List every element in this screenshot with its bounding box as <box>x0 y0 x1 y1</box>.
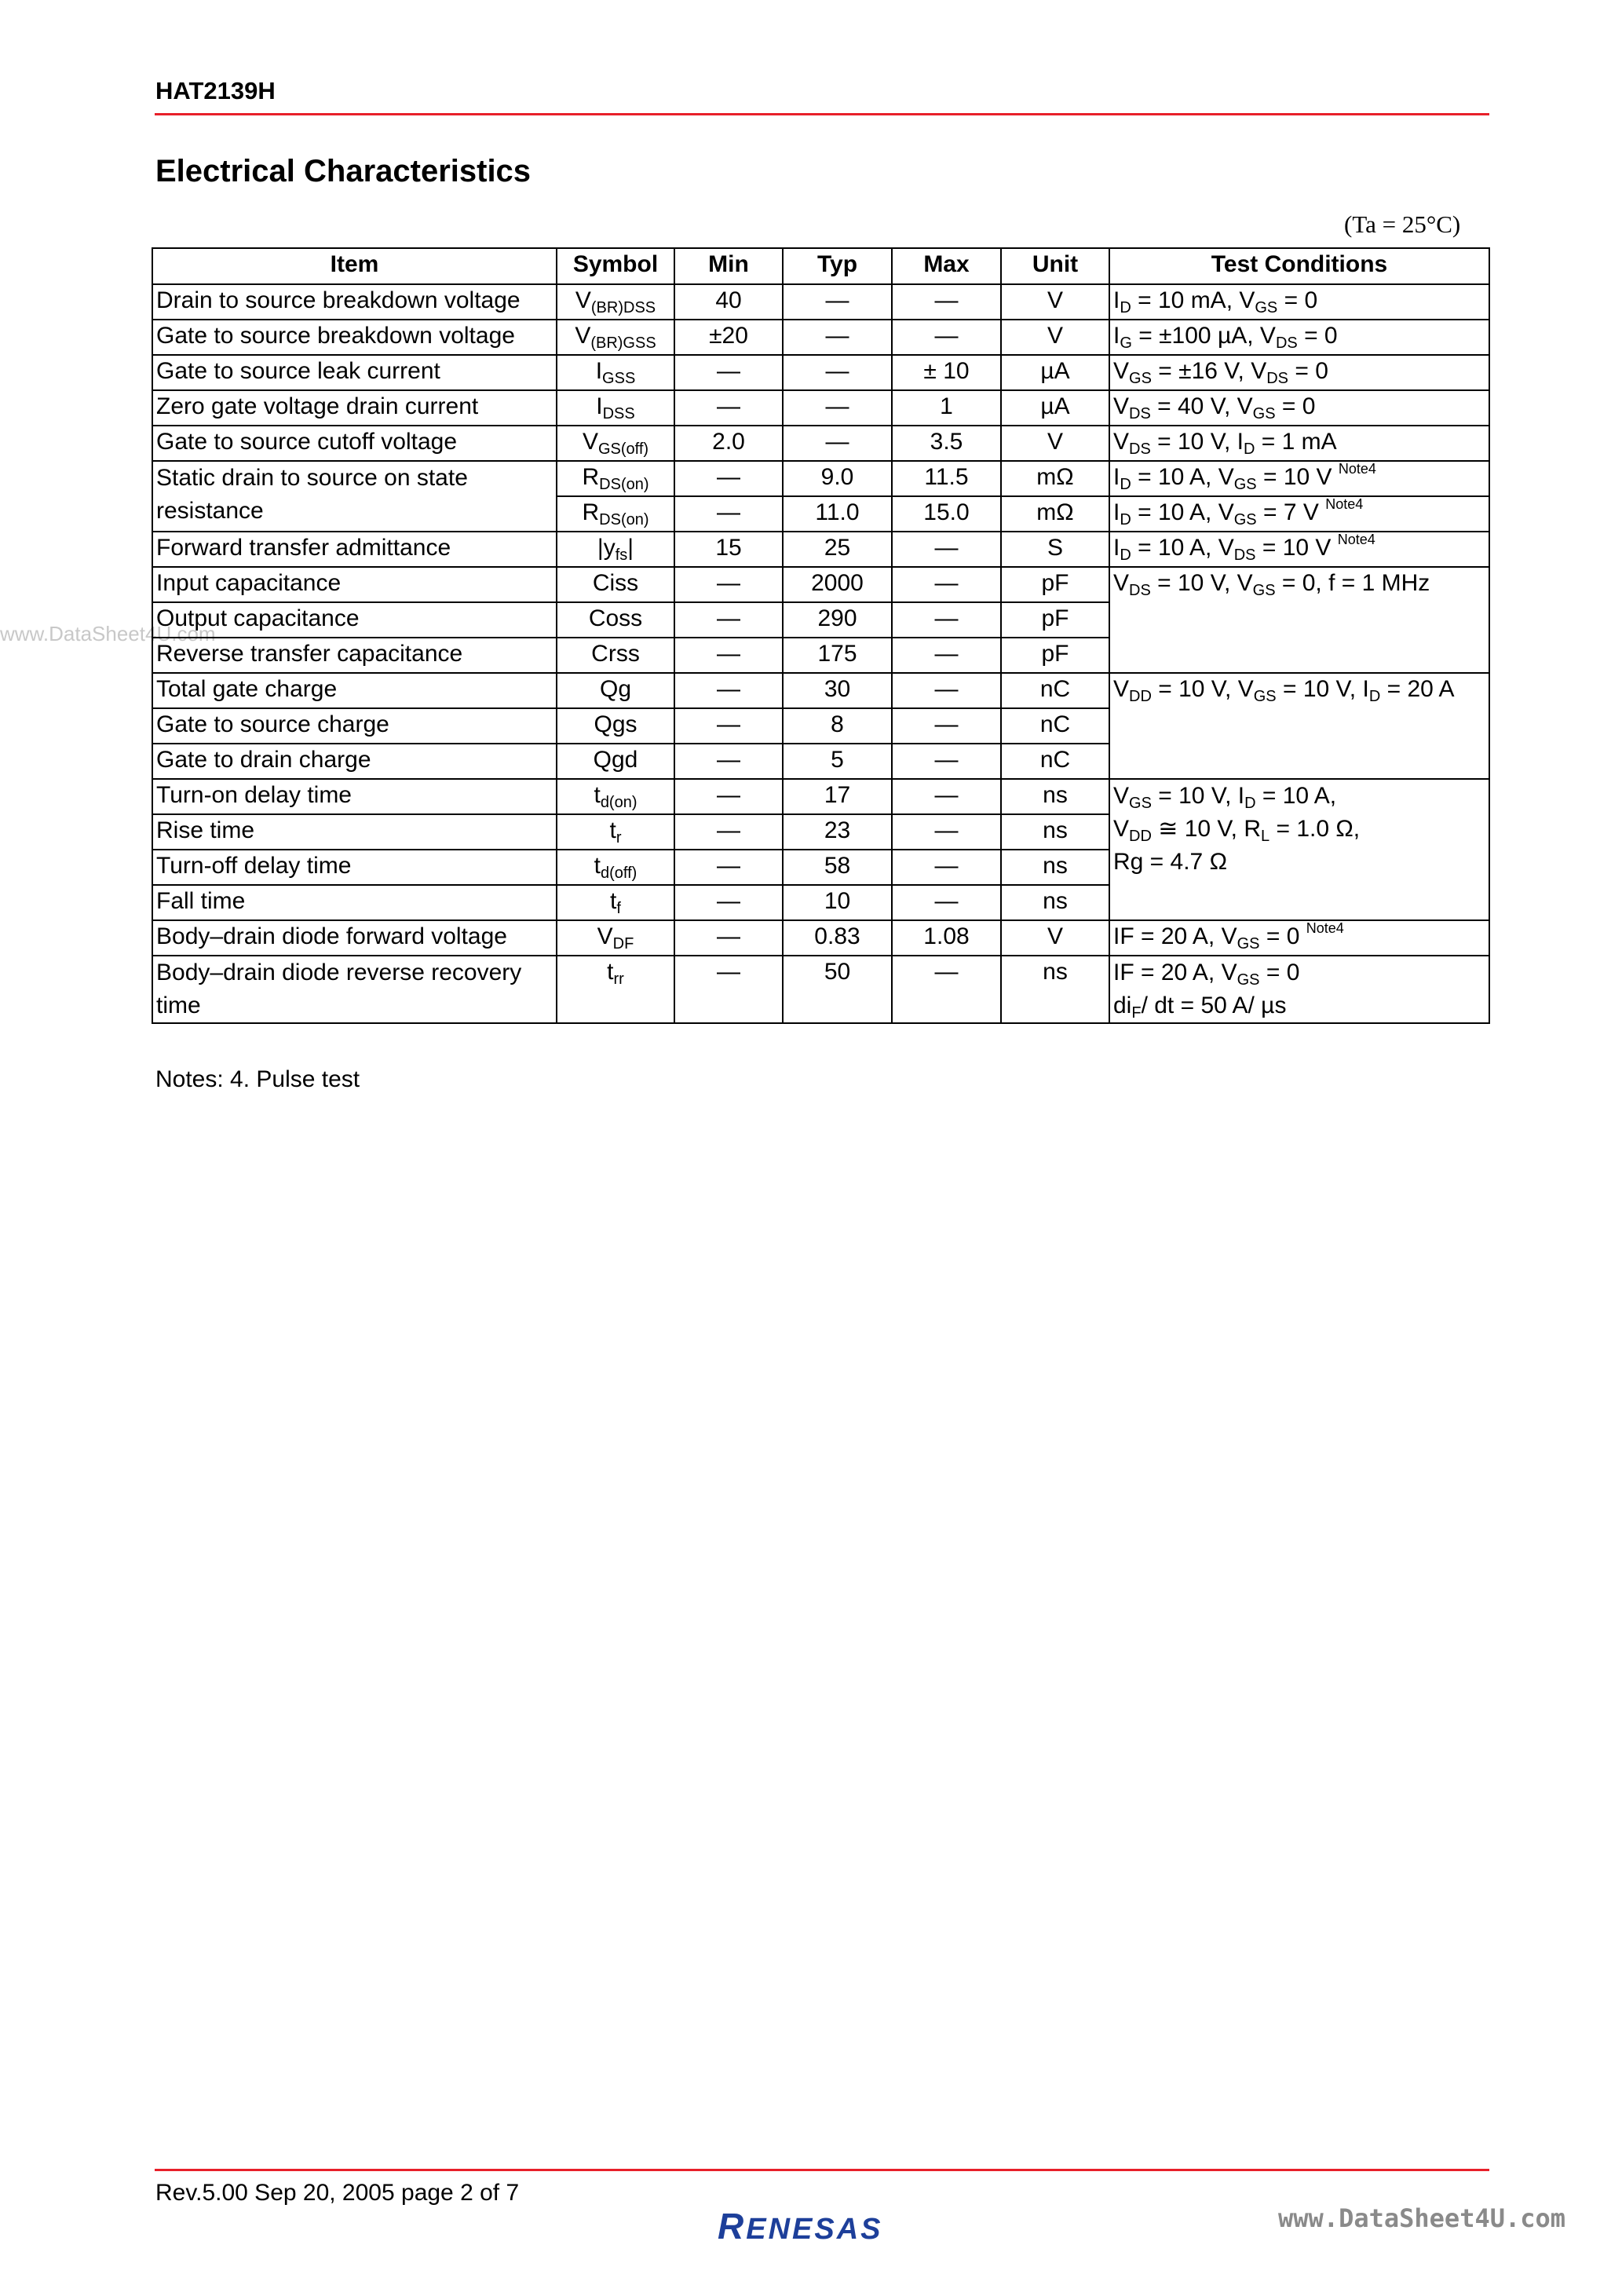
cell-test-conditions: $V_{GS} = 10$ V, $I_D = 10$ A, $V_{DD}$ ≅ 10 V, $R_L = 1.0$ Ω, Rg = 4.7 Ω <box>1109 779 1489 920</box>
cell-max: — <box>892 320 1001 355</box>
electrical-characteristics-table <box>152 247 1490 1024</box>
cell-unit: ns <box>1001 779 1109 814</box>
cell-symbol: Ciss <box>557 567 674 602</box>
cell-typ: 9.0 <box>783 461 892 496</box>
cell-min: — <box>674 850 783 885</box>
cell-max: ± 10 <box>892 355 1001 390</box>
cell-unit: V <box>1001 920 1109 956</box>
header-typ: Typ <box>783 248 892 284</box>
table-row <box>152 426 1489 461</box>
cell-max: — <box>892 779 1001 814</box>
cell-unit: V <box>1001 320 1109 355</box>
cell-item: Output capacitance <box>152 602 557 638</box>
table-notes: Notes: 4. Pulse test <box>155 1066 360 1092</box>
cell-item: Gate to source cutoff voltage <box>152 426 557 461</box>
cell-min: — <box>674 673 783 708</box>
cell-unit: mΩ <box>1001 496 1109 532</box>
cell-unit: nC <box>1001 673 1109 708</box>
cell-typ: — <box>783 320 892 355</box>
cell-min: — <box>674 567 783 602</box>
cell-max: — <box>892 602 1001 638</box>
cell-min: — <box>674 390 783 426</box>
cell-symbol: Qg <box>557 673 674 708</box>
cell-symbol: $R_{DS(on)}$ <box>557 496 674 532</box>
cell-symbol: $V_{GS(off)}$ <box>557 426 674 461</box>
cell-test-conditions: $I_D = 10$ A, $V_{GS} = 7$ V $^{Note4}$ <box>1109 496 1489 532</box>
cell-item: Body–drain diode reverse recovery time <box>152 956 557 1023</box>
cell-unit: pF <box>1001 638 1109 673</box>
cell-item: Gate to source breakdown voltage <box>152 320 557 355</box>
cell-max: — <box>892 744 1001 779</box>
cell-typ: 25 <box>783 532 892 567</box>
table-row <box>152 567 1489 602</box>
cell-unit: mΩ <box>1001 461 1109 496</box>
table-row <box>152 284 1489 320</box>
cell-unit: µA <box>1001 355 1109 390</box>
cell-unit: V <box>1001 284 1109 320</box>
cell-min: 40 <box>674 284 783 320</box>
table-row <box>152 956 1489 1023</box>
cell-symbol: Qgd <box>557 744 674 779</box>
part-number: HAT2139H <box>155 77 276 104</box>
cell-max: — <box>892 673 1001 708</box>
cell-unit: S <box>1001 532 1109 567</box>
cell-symbol: Crss <box>557 638 674 673</box>
section-title: Electrical Characteristics <box>155 154 532 188</box>
cell-symbol: $V_{(BR)GSS}$ <box>557 320 674 355</box>
cell-unit: µA <box>1001 390 1109 426</box>
cell-min: — <box>674 461 783 496</box>
cell-typ: — <box>783 390 892 426</box>
header-max: Max <box>892 248 1001 284</box>
cell-test-conditions: $V_{DS} = 10$ V, $I_D = 1$ mA <box>1109 426 1489 461</box>
cell-min: — <box>674 708 783 744</box>
cell-max: 11.5 <box>892 461 1001 496</box>
cell-symbol: $|y_{fs}|$ <box>557 532 674 567</box>
cell-min: ±20 <box>674 320 783 355</box>
cell-symbol: $I_{DSS}$ <box>557 390 674 426</box>
cell-test-conditions: $V_{DS} = 10$ V, $V_{GS} = 0$, f = 1 MHz <box>1109 567 1489 673</box>
header-unit: Unit <box>1001 248 1109 284</box>
cell-test-conditions: IF = 20 A, $V_{GS} = 0$ $^{Note4}$ <box>1109 920 1489 956</box>
cell-item: Total gate charge <box>152 673 557 708</box>
cell-symbol: $t_f$ <box>557 885 674 920</box>
cell-item: Forward transfer admittance <box>152 532 557 567</box>
cell-symbol: $t_{d(off)}$ <box>557 850 674 885</box>
cell-symbol: Coss <box>557 602 674 638</box>
cell-item: Reverse transfer capacitance <box>152 638 557 673</box>
header-test-conditions: Test Conditions <box>1109 248 1489 284</box>
table-row <box>152 779 1489 814</box>
cell-min: — <box>674 814 783 850</box>
cell-test-conditions: $I_D = 10$ mA, $V_{GS} = 0$ <box>1109 284 1489 320</box>
cell-max: — <box>892 532 1001 567</box>
cell-test-conditions: $I_D = 10$ A, $V_{DS} = 10$ V $^{Note4}$ <box>1109 532 1489 567</box>
cell-min: — <box>674 920 783 956</box>
cell-max: — <box>892 956 1001 1023</box>
cell-typ: 2000 <box>783 567 892 602</box>
cell-max: — <box>892 284 1001 320</box>
footer-revision: Rev.5.00 Sep 20, 2005 page 2 of 7 <box>155 2180 520 2206</box>
cell-item: Drain to source breakdown voltage <box>152 284 557 320</box>
cell-item: Turn-on delay time <box>152 779 557 814</box>
cell-min: — <box>674 496 783 532</box>
cell-symbol: $R_{DS(on)}$ <box>557 461 674 496</box>
footer-rule <box>155 2169 1489 2171</box>
cell-unit: V <box>1001 426 1109 461</box>
cell-typ: — <box>783 284 892 320</box>
ambient-temperature-note: (Ta = 25°C) <box>1344 210 1461 238</box>
table-header-row <box>152 248 1489 284</box>
table-row <box>152 390 1489 426</box>
cell-min: — <box>674 602 783 638</box>
cell-item: Input capacitance <box>152 567 557 602</box>
cell-test-conditions: IF = 20 A, $V_{GS} = 0$ $di_F/$ dt = 50 A/ µs <box>1109 956 1489 1023</box>
cell-typ: 23 <box>783 814 892 850</box>
cell-min: — <box>674 355 783 390</box>
cell-max: 15.0 <box>892 496 1001 532</box>
cell-item: Static drain to source on state resistance <box>152 461 557 532</box>
table-row <box>152 920 1489 956</box>
cell-min: 15 <box>674 532 783 567</box>
cell-typ: 58 <box>783 850 892 885</box>
cell-unit: pF <box>1001 567 1109 602</box>
table-row <box>152 461 1489 496</box>
cell-test-conditions: $V_{GS} = \pm 16$ V, $V_{DS} = 0$ <box>1109 355 1489 390</box>
cell-min: — <box>674 956 783 1023</box>
cell-unit: ns <box>1001 885 1109 920</box>
cell-max: 1.08 <box>892 920 1001 956</box>
cell-typ: 0.83 <box>783 920 892 956</box>
cell-typ: 11.0 <box>783 496 892 532</box>
cell-symbol: $I_{GSS}$ <box>557 355 674 390</box>
cell-min: 2.0 <box>674 426 783 461</box>
table-row <box>152 673 1489 708</box>
cell-max: — <box>892 708 1001 744</box>
cell-item: Body–drain diode forward voltage <box>152 920 557 956</box>
cell-unit: nC <box>1001 744 1109 779</box>
cell-unit: nC <box>1001 708 1109 744</box>
header-min: Min <box>674 248 783 284</box>
cell-typ: 10 <box>783 885 892 920</box>
cell-typ: 5 <box>783 744 892 779</box>
header-item: Item <box>152 248 557 284</box>
cell-item: Gate to drain charge <box>152 744 557 779</box>
cell-symbol: $V_{(BR)DSS}$ <box>557 284 674 320</box>
cell-test-conditions: $I_D = 10$ A, $V_{GS} = 10$ V $^{Note4}$ <box>1109 461 1489 496</box>
cell-typ: 30 <box>783 673 892 708</box>
cell-max: 3.5 <box>892 426 1001 461</box>
cell-test-conditions: $V_{DD} = 10$ V, $V_{GS} = 10$ V, $I_D = 20$ A <box>1109 673 1489 779</box>
cell-item: Zero gate voltage drain current <box>152 390 557 426</box>
cell-unit: ns <box>1001 956 1109 1023</box>
cell-min: — <box>674 638 783 673</box>
table-row <box>152 532 1489 567</box>
cell-symbol: $V_{DF}$ <box>557 920 674 956</box>
cell-min: — <box>674 885 783 920</box>
cell-max: — <box>892 638 1001 673</box>
cell-item: Fall time <box>152 885 557 920</box>
watermark-right: www.DataSheet4U.com <box>1278 2203 1566 2233</box>
cell-max: — <box>892 567 1001 602</box>
cell-test-conditions: $V_{DS} = 40$ V, $V_{GS} = 0$ <box>1109 390 1489 426</box>
cell-test-conditions: $I_G = \pm 100$ µA, $V_{DS} = 0$ <box>1109 320 1489 355</box>
cell-max: — <box>892 814 1001 850</box>
renesas-logo: RENESAS <box>718 2206 883 2247</box>
table-row <box>152 320 1489 355</box>
cell-symbol: Qgs <box>557 708 674 744</box>
cell-min: — <box>674 744 783 779</box>
header-rule <box>155 113 1489 115</box>
cell-unit: ns <box>1001 814 1109 850</box>
cell-item: Gate to source leak current <box>152 355 557 390</box>
cell-item: Rise time <box>152 814 557 850</box>
cell-typ: 8 <box>783 708 892 744</box>
cell-max: — <box>892 885 1001 920</box>
header-symbol: Symbol <box>557 248 674 284</box>
cell-max: 1 <box>892 390 1001 426</box>
cell-max: — <box>892 850 1001 885</box>
cell-symbol: $t_{d(on)}$ <box>557 779 674 814</box>
cell-typ: — <box>783 426 892 461</box>
table-row <box>152 355 1489 390</box>
watermark-left: www.DataSheet4U.com <box>0 622 216 645</box>
cell-typ: 175 <box>783 638 892 673</box>
cell-item: Gate to source charge <box>152 708 557 744</box>
cell-unit: pF <box>1001 602 1109 638</box>
cell-unit: ns <box>1001 850 1109 885</box>
cell-typ: 290 <box>783 602 892 638</box>
cell-typ: — <box>783 355 892 390</box>
cell-typ: 17 <box>783 779 892 814</box>
cell-symbol: $t_{rr}$ <box>557 956 674 1023</box>
cell-item: Turn-off delay time <box>152 850 557 885</box>
cell-min: — <box>674 779 783 814</box>
cell-typ: 50 <box>783 956 892 1023</box>
cell-symbol: $t_r$ <box>557 814 674 850</box>
